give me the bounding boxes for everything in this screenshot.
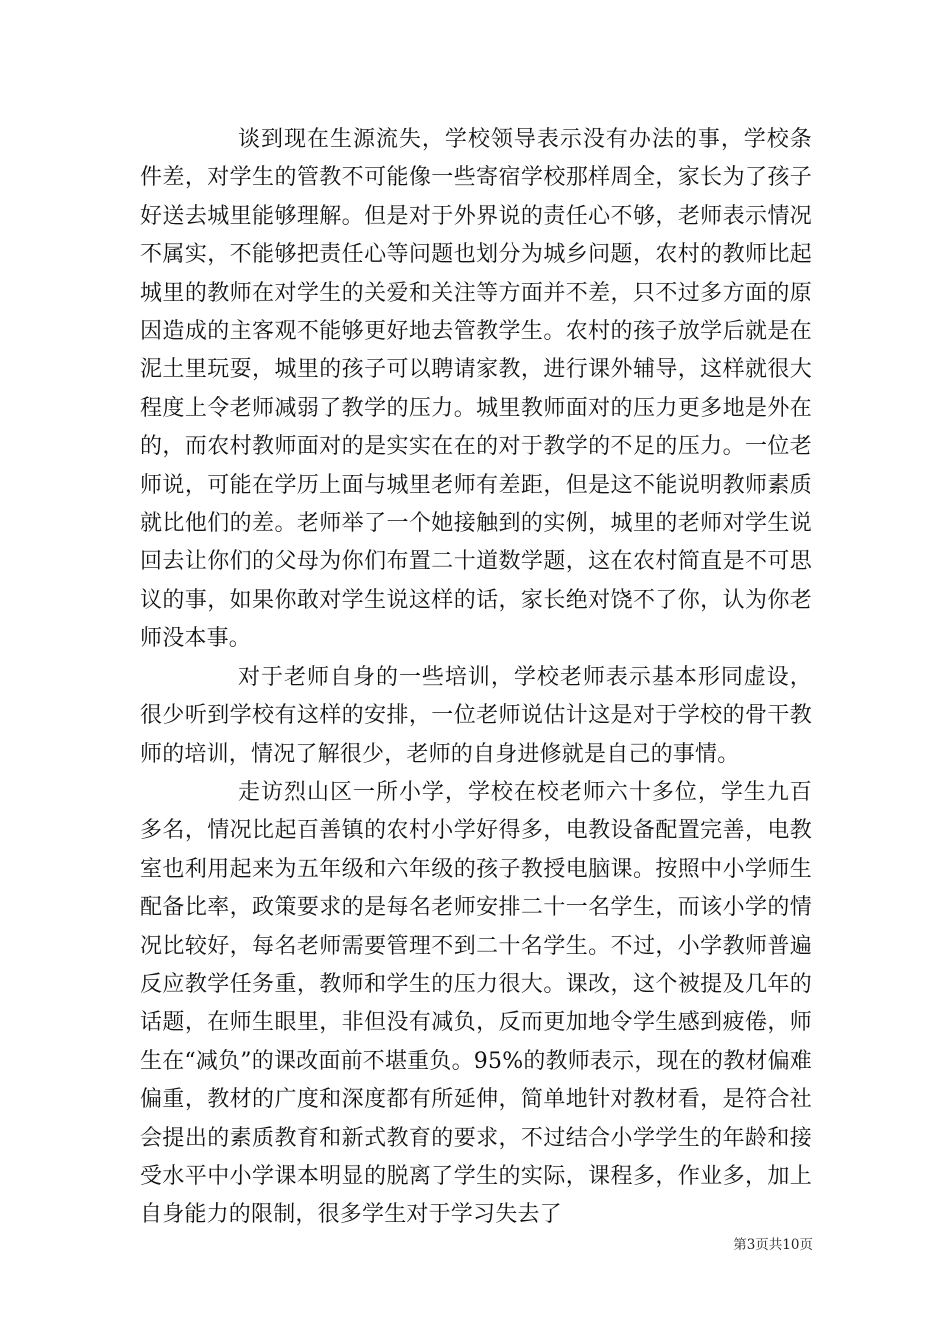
paragraph-2: 对于老师自身的一些培训，学校老师表示基本形同虚设，很少听到学校有这样的安排，一位老师说估计这是对于学校的骨干教师的培训，情况了解很少，老师的自身进修就是自己的事情。 (140, 664, 812, 767)
page-number: 第3页共10页 (733, 1237, 813, 1253)
paragraph-3: 走访烈山区一所小学，学校在校老师六十多位，学生九百多名，情况比起百善镇的农村小学好得多，电教设备配置完善，电教室也利用起来为五年级和六年级的孩子教授电脑课。按照中小学师生配备比率，政策要求的是每名老师安排二十一名学生，而该小学的情况比较好，每名老师需要管理不到二十名学生。不过，小学教师普遍反应教学任务重，教师和学生的压力很大。课改，这个被提及几年的话题，在师生眼里，非但没有减负，反而更加地令学生感到疲倦，师生在“减负”的课改面前不堪重负。95%的教师表示，现在的教材偏难偏重，教材的广度和深度都有所延伸，简单地针对教材看，是符合社会提出的素质教育和新式教育的要求，不过结合小学学生的年龄和接受水平中小学课本明显的脱离了学生的实际，课程多，作业多，加上自身能力的限制，很多学生对于学习失去了 (140, 779, 812, 1228)
document-body (140, 121, 812, 1235)
paragraph-1: 谈到现在生源流失，学校领导表示没有办法的事，学校条件差，对学生的管教不可能像一些寄宿学校那样周全，家长为了孩子好送去城里能够理解。但是对于外界说的责任心不够，老师表示情况不属实，不能够把责任心等问题也划分为城乡问题，农村的教师比起城里的教师在对学生的关爱和关注等方面并不差，只不过多方面的原因造成的主客观不能够更好地去管教学生。农村的孩子放学后就是在泥土里玩耍，城里的孩子可以聘请家教，进行课外辅导，这样就很大程度上令老师减弱了教学的压力。城里教师面对的压力更多地是外在的，而农村教师面对的是实实在在的对于教学的不足的压力。一位老师说，可能在学历上面与城里老师有差距，但是这不能说明教师素质就比他们的差。老师举了一个她接触到的实例，城里的老师对学生说回去让你们的父母为你们布置二十道数学题，这在农村简直是不可思议的事，如果你敢对学生说这样的话，家长绝对饶不了你，认为你老师没本事。 (140, 127, 812, 652)
